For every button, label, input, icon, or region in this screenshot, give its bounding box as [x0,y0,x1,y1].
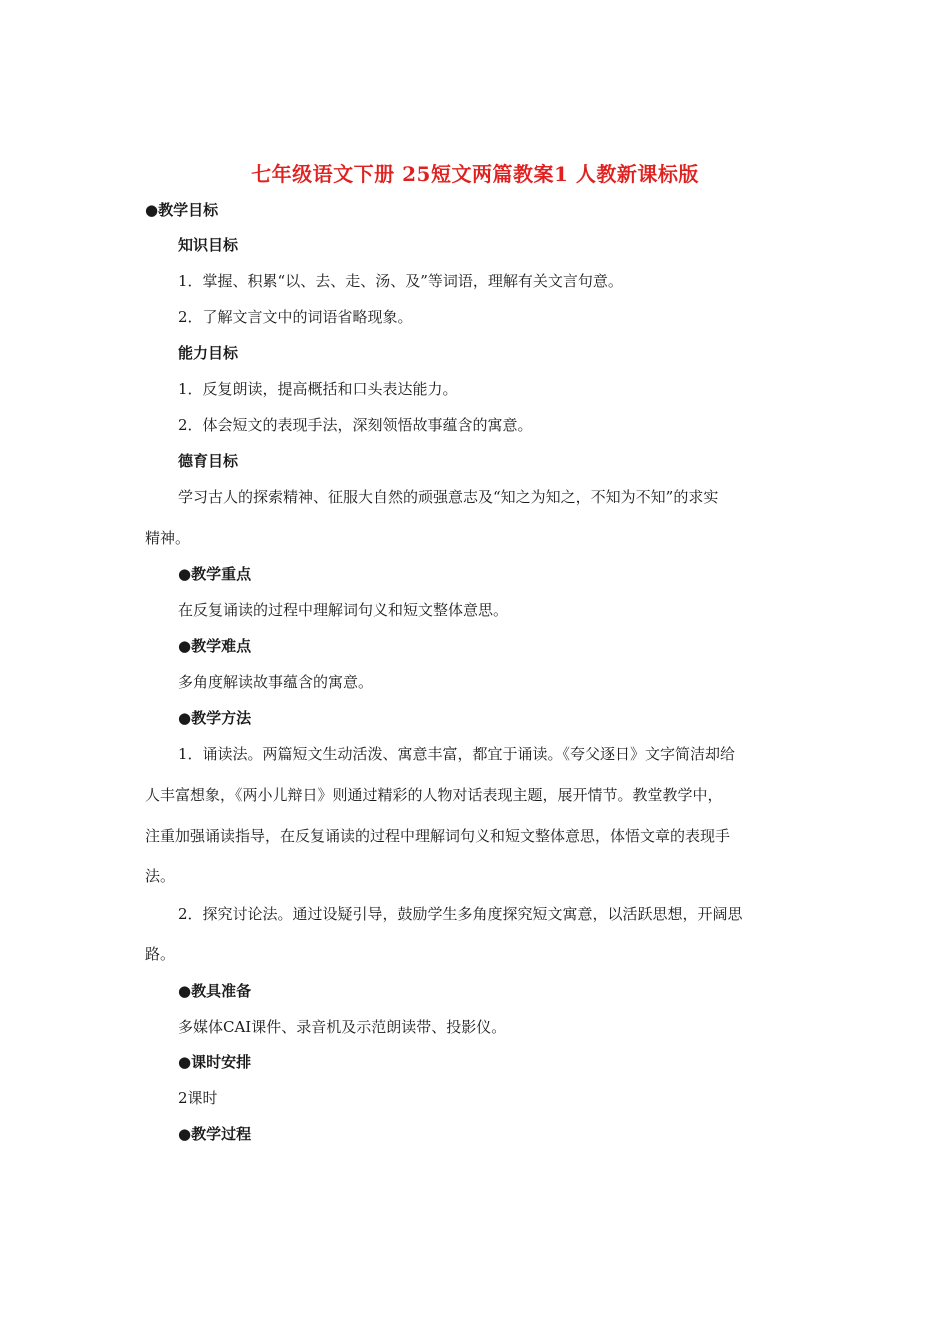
paragraph: 1．反复朗读，提高概括和口头表达能力。 [178,380,458,398]
paragraph-continuation: 路。 [145,945,176,963]
paragraph-continuation: 精神。 [145,529,191,547]
subheading-ability-goals: 能力目标 [178,344,239,362]
paragraph: 多角度解读故事蕴含的寓意。 [178,673,374,691]
document-title: 七年级语文下册 25短文两篇教案1 人教新课标版 [251,162,699,186]
heading-key-points: ●教学重点 [178,565,252,583]
heading-teaching-process: ●教学过程 [178,1125,252,1143]
paragraph: 1．诵读法。两篇短文生动活泼、寓意丰富，都宜于诵读。《夸父逐日》文字简洁却给 [178,745,736,763]
paragraph: 2．了解文言文中的词语省略现象。 [178,308,413,326]
heading-teaching-methods: ●教学方法 [178,709,252,727]
paragraph-continuation: 人丰富想象，《两小儿辩日》则通过精彩的人物对话表现主题，展开情节。教堂教学中， [145,786,723,804]
paragraph: 多媒体CAI课件、录音机及示范朗读带、投影仪。 [178,1018,507,1036]
heading-schedule: ●课时安排 [178,1053,252,1071]
paragraph-continuation: 注重加强诵读指导，在反复诵读的过程中理解词句义和短文整体意思，体悟文章的表现手 [145,827,731,845]
subheading-knowledge-goals: 知识目标 [178,236,239,254]
heading-teaching-aids: ●教具准备 [178,982,252,1000]
heading-difficulties: ●教学难点 [178,637,252,655]
paragraph-continuation: 法。 [145,867,176,885]
paragraph: 2．探究讨论法。通过设疑引导，鼓励学生多角度探究短文寓意，以活跃思想，开阔思 [178,905,743,923]
subheading-moral-goals: 德育目标 [178,452,239,470]
paragraph: 在反复诵读的过程中理解词句义和短文整体意思。 [178,601,509,619]
paragraph: 2．体会短文的表现手法，深刻领悟故事蕴含的寓意。 [178,416,533,434]
heading-teaching-goals: ●教学目标 [145,201,219,219]
paragraph: 2课时 [178,1089,218,1107]
paragraph: 学习古人的探索精神、征服大自然的顽强意志及“知之为知之，不知为不知”的求实 [178,488,719,506]
paragraph: 1．掌握、积累“以、去、走、汤、及”等词语，理解有关文言句意。 [178,272,623,290]
